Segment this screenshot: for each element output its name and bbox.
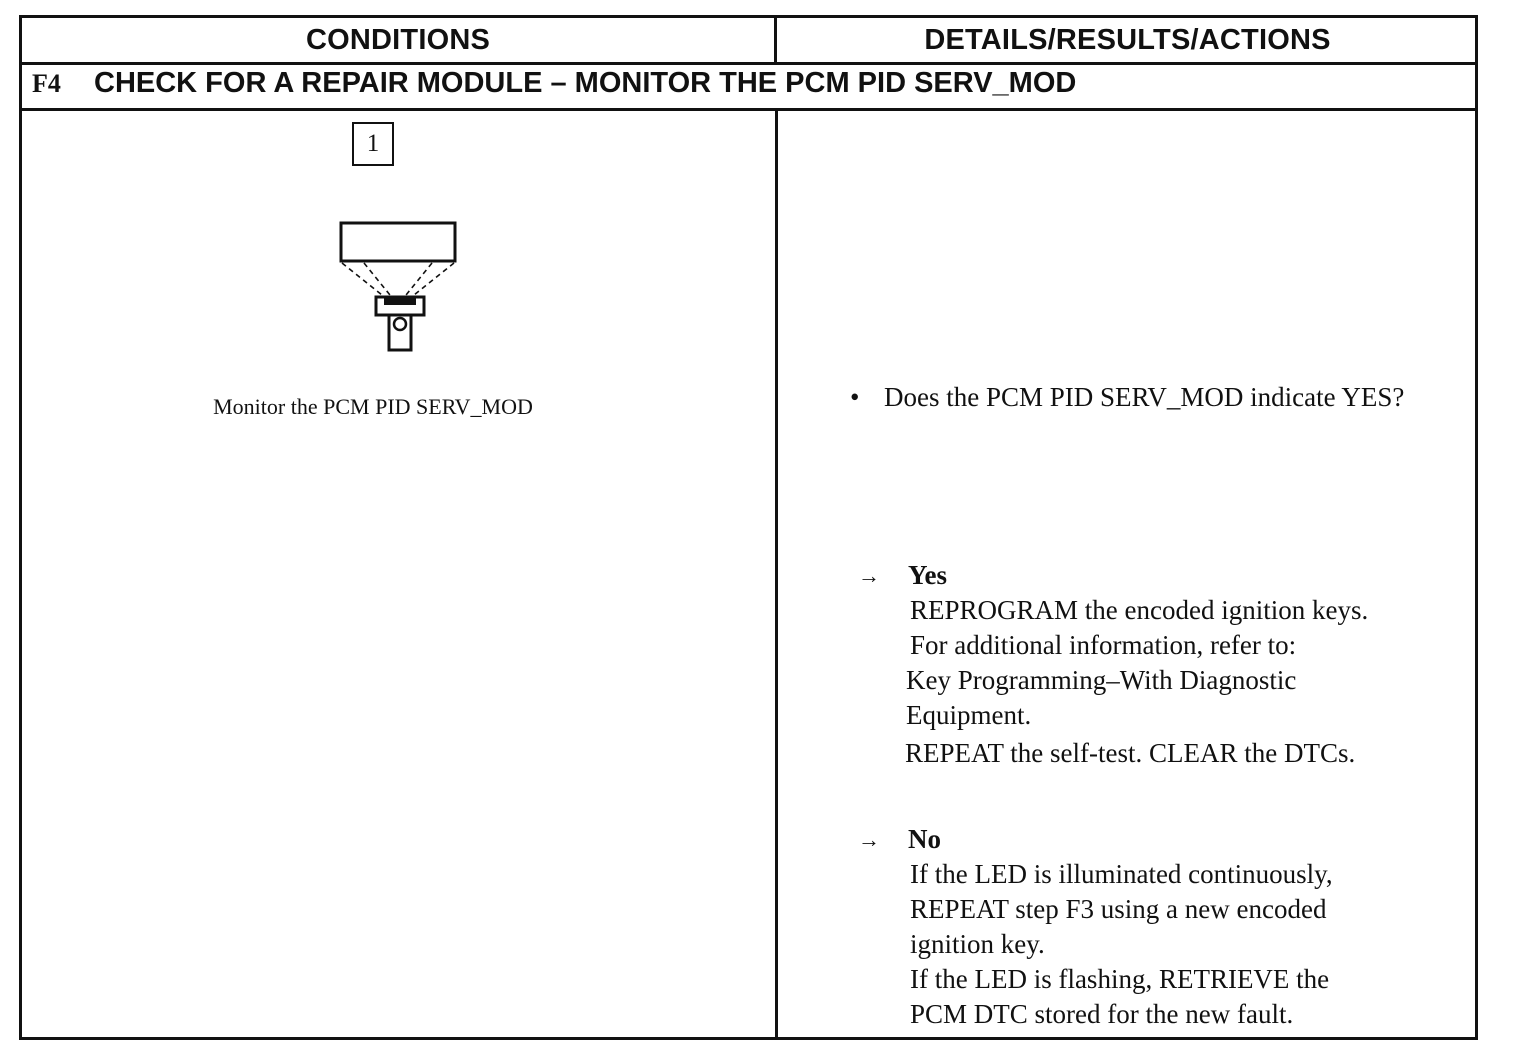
table-header-row: [22, 18, 1475, 65]
yes-action-line: Key Programming–With Diagnostic: [906, 665, 1297, 695]
no-action-line: If the LED is illuminated continuously,: [910, 859, 1333, 889]
no-action-line: REPEAT step F3 using a new encoded: [910, 894, 1327, 924]
no-action-line: ignition key.: [910, 929, 1045, 959]
yes-action-line: Equipment.: [906, 700, 1032, 730]
no-action-line: If the LED is flashing, RETRIEVE the: [910, 964, 1330, 994]
question-text: Does the PCM PID SERV_MOD indicate YES?: [884, 382, 1405, 412]
yes-label: Yes: [908, 560, 947, 590]
step-title-row: [22, 65, 1475, 111]
step-id: F4: [32, 69, 61, 98]
yes-actions: [905, 593, 1455, 771]
yes-action-line: For additional information, refer to:: [910, 630, 1297, 660]
no-actions: [910, 857, 1455, 1032]
no-label: No: [908, 824, 941, 854]
bullet-icon: •: [850, 382, 860, 412]
step-title: CHECK FOR A REPAIR MODULE – MONITOR THE PCM PID SERV_MOD: [94, 67, 1077, 99]
arrow-right-icon: →: [858, 827, 880, 852]
scan-tool-icon: [336, 219, 458, 355]
no-action-line: PCM DTC stored for the new fault.: [910, 999, 1294, 1029]
conditions-header: CONDITIONS: [305, 23, 491, 56]
step-number-box: 1: [352, 122, 394, 166]
body-divider: [775, 111, 778, 1040]
condition-caption: Monitor the PCM PID SERV_MOD: [213, 394, 533, 419]
arrow-right-icon: →: [858, 563, 880, 588]
yes-action-line: REPEAT the self-test. CLEAR the DTCs.: [905, 738, 1356, 768]
yes-action-line: REPROGRAM the encoded ignition keys.: [910, 595, 1369, 625]
details-header: DETAILS/RESULTS/ACTIONS: [924, 23, 1331, 56]
